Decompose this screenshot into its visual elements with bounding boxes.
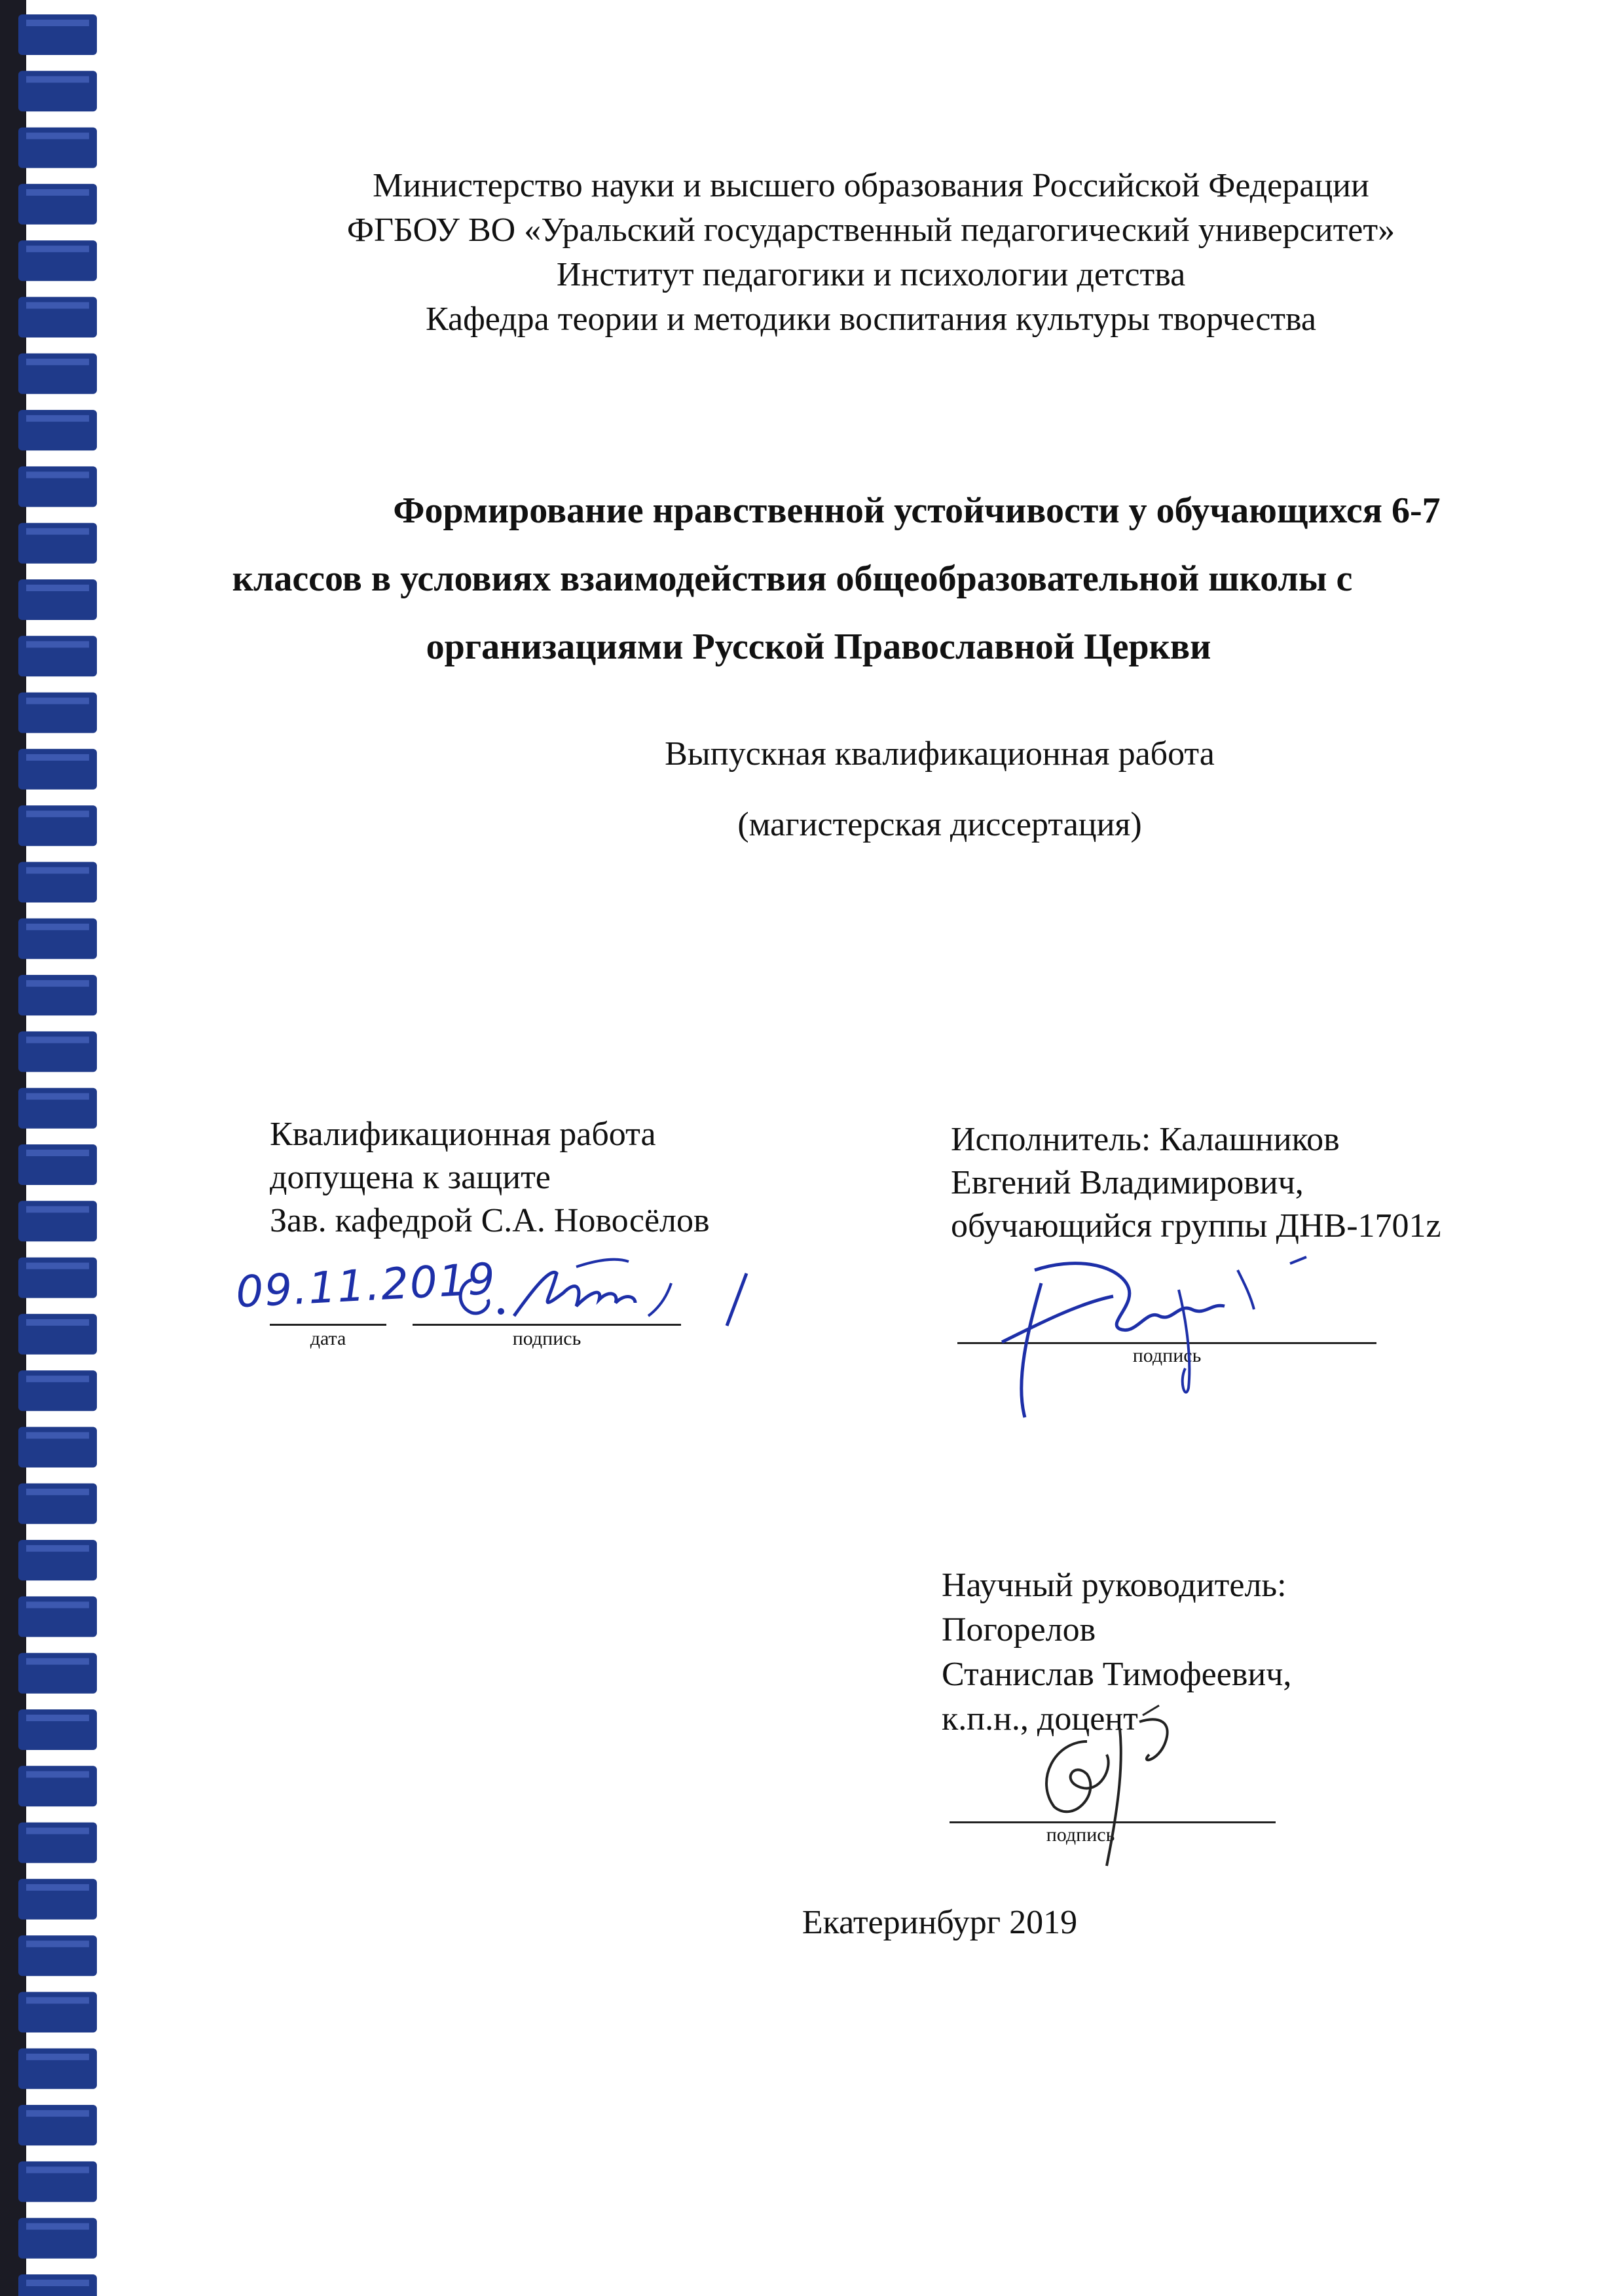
binding-ring-highlight: [26, 1206, 89, 1212]
date-caption: дата: [310, 1328, 346, 1349]
binding-ring-highlight: [26, 1376, 89, 1382]
binding-ring-highlight: [26, 1828, 89, 1834]
binding-ring-highlight: [26, 189, 89, 196]
head-signature-graphic: [452, 1254, 779, 1339]
binding-ring-highlight: [26, 1997, 89, 2004]
binding-ring-highlight: [26, 76, 89, 82]
handwritten-date: 09.11.2019: [234, 1253, 498, 1318]
binding-ring-highlight: [26, 359, 89, 365]
binding-ring-highlight: [26, 471, 89, 478]
binding-ring-highlight: [26, 1884, 89, 1891]
binding-ring-highlight: [26, 641, 89, 647]
author-line-1: Исполнитель: Калашников: [951, 1121, 1340, 1158]
advisor-line-4: к.п.н., доцент: [942, 1700, 1138, 1738]
author-signature-graphic: [963, 1244, 1356, 1427]
date-line: [270, 1324, 386, 1326]
binding-ring-highlight: [26, 980, 89, 987]
binding-ring-highlight: [26, 20, 89, 26]
binding-ring-highlight: [26, 1036, 89, 1043]
binding-ring-highlight: [26, 1150, 89, 1156]
binding-ring-highlight: [26, 2110, 89, 2117]
admission-block: [270, 1113, 710, 1243]
binding-ring-highlight: [26, 2166, 89, 2173]
binding-ring-highlight: [26, 528, 89, 535]
admission-line-3: Зав. кафедрой С.А. Новосёлов: [270, 1202, 710, 1239]
binding-ring-highlight: [26, 1658, 89, 1665]
binding-ring-highlight: [26, 754, 89, 761]
binding-ring-highlight: [26, 133, 89, 139]
institution-header: [118, 164, 1624, 342]
binding-ring-highlight: [26, 867, 89, 874]
admission-line-1: Квалификационная работа: [270, 1116, 656, 1153]
title-line-2: классов в условиях взаимодействия общеобразовательной школы с: [232, 558, 1353, 599]
binding-ring-highlight: [26, 1319, 89, 1326]
binding-ring-highlight: [26, 415, 89, 422]
binding-ring-highlight: [26, 2280, 89, 2286]
binding-ring-highlight: [26, 246, 89, 252]
author-block: [951, 1118, 1441, 1248]
head-signature-caption: подпись: [512, 1328, 581, 1349]
binding-ring-highlight: [26, 1432, 89, 1439]
advisor-line-1: Научный руководитель:: [942, 1567, 1287, 1604]
work-type: [308, 719, 1572, 860]
binding-ring-highlight: [26, 2223, 89, 2230]
binding-ring-highlight: [26, 1941, 89, 1947]
title-line-1: Формирование нравственной устойчивости у обучающихся 6-7: [393, 490, 1441, 531]
binding-ring-highlight: [26, 1771, 89, 1777]
title-line-3: организациями Русской Православной Церкви: [426, 627, 1211, 667]
advisor-signature-graphic: [1008, 1702, 1218, 1872]
binding-ring-highlight: [26, 698, 89, 704]
thesis-title: [232, 477, 1526, 681]
ministry-line: Министерство науки и высшего образования Российской Федерации: [373, 167, 1369, 204]
author-line-3: обучающийся группы ДНВ-1701z: [951, 1207, 1441, 1245]
admission-line-2: допущена к защите: [270, 1159, 551, 1196]
binding-ring-highlight: [26, 811, 89, 817]
advisor-line-2: Погорелов: [942, 1611, 1096, 1649]
university-line: ФГБОУ ВО «Уральский государственный педагогический университет»: [346, 211, 1395, 249]
city-year: Екатеринбург 2019: [802, 1904, 1078, 1941]
institute-line: Институт педагогики и психологии детства: [556, 256, 1186, 293]
author-line-2: Евгений Владимирович,: [951, 1164, 1304, 1201]
advisor-line-3: Станислав Тимофеевич,: [942, 1656, 1292, 1693]
binding-ring-highlight: [26, 302, 89, 309]
binding-ring-highlight: [26, 1601, 89, 1608]
binding-ring-highlight: [26, 1489, 89, 1495]
department-line: Кафедра теории и методики воспитания культуры творчества: [426, 301, 1316, 338]
spiral-binding: [0, 0, 111, 2296]
binding-ring-highlight: [26, 1093, 89, 1100]
work-type-line-1: Выпускная квалификационная работа: [665, 735, 1215, 773]
author-signature-caption: подпись: [1132, 1345, 1202, 1366]
work-type-line-2: (магистерская диссертация): [737, 806, 1142, 843]
advisor-signature-caption: подпись: [1046, 1824, 1115, 1846]
binding-ring-highlight: [26, 1263, 89, 1269]
binding-ring-highlight: [26, 1715, 89, 1721]
binding-ring-highlight: [26, 2054, 89, 2060]
binding-ring-highlight: [26, 1545, 89, 1552]
binding-ring-highlight: [26, 924, 89, 930]
